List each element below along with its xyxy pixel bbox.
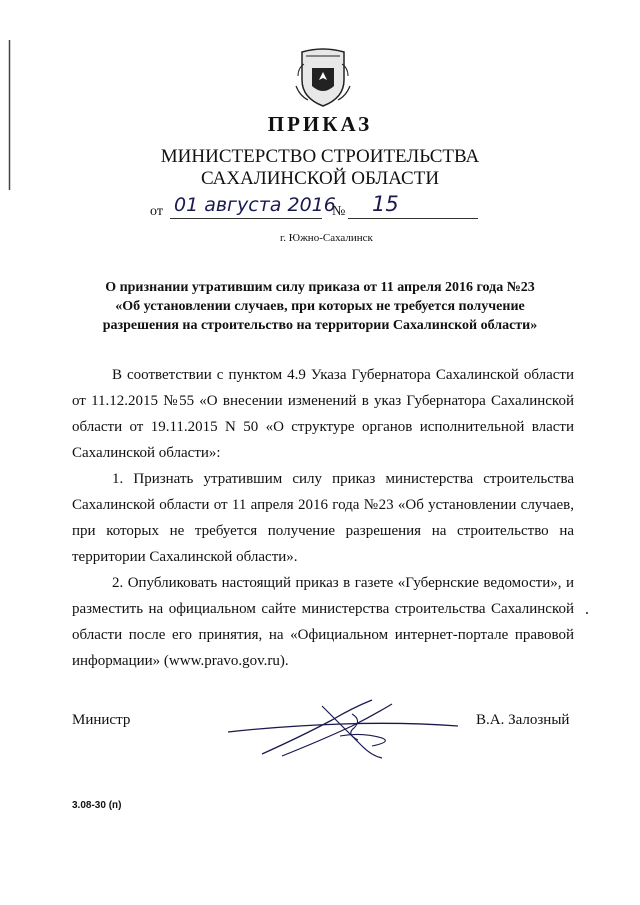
coat-of-arms-icon — [294, 46, 352, 110]
stray-dot — [586, 612, 588, 614]
document-type: ПРИКАЗ — [267, 112, 373, 136]
preamble-paragraph: В соответствии с пунктом 4.9 Указа Губернатора Сахалинской области от 11.12.2015 №55 «О внесении изменений в указ Губернатора Сахалинской области от 19.11.2015 N 50 «О структуре органов исполнительной власти Сахалинской области»: — [72, 367, 574, 461]
signer-title: Министр — [72, 712, 131, 728]
number-label: № — [332, 204, 346, 219]
handwritten-signature — [222, 696, 462, 762]
order-title — [60, 278, 580, 335]
signer-name: В.А. Залозный — [476, 712, 570, 728]
ministry-name — [0, 146, 640, 190]
form-code: 3.08-30 (п) — [72, 800, 122, 811]
title-line-1: О признании утратившим силу приказа от 11 апреля 2016 года №23 — [105, 280, 535, 295]
city: г. Южно-Сахалинск — [280, 232, 373, 244]
title-line-2: «Об установлении случаев, при которых не требуется получение — [115, 299, 525, 314]
date-prefix: от — [150, 204, 163, 219]
number-handwritten: 15 — [372, 192, 399, 216]
ministry-line-2: САХАЛИНСКОЙ ОБЛАСТИ — [200, 168, 440, 189]
date-underline — [170, 218, 322, 219]
item-1-paragraph: 1. Признать утратившим силу приказ министерства строительства Сахалинской области от 11 апреля 2016 года №23 «Об установлении случаев, при которых не требуется получение разрешения на строительство на территории Сахалинской области». — [72, 471, 574, 565]
ministry-line-1: МИНИСТЕРСТВО СТРОИТЕЛЬСТВА — [160, 146, 480, 167]
number-underline — [348, 218, 478, 219]
title-line-3: разрешения на строительство на территории Сахалинской области» — [102, 318, 538, 333]
date-number-row — [150, 192, 490, 222]
item-2-paragraph: 2. Опубликовать настоящий приказ в газете «Губернские ведомости», и разместить на официальном сайте министерства строительства Сахалинской области после его принятия, на «Официальном интернет-портале правовой информации» (www.pravo.gov.ru). — [72, 575, 574, 669]
date-handwritten: 01 августа 2016 — [174, 194, 336, 216]
